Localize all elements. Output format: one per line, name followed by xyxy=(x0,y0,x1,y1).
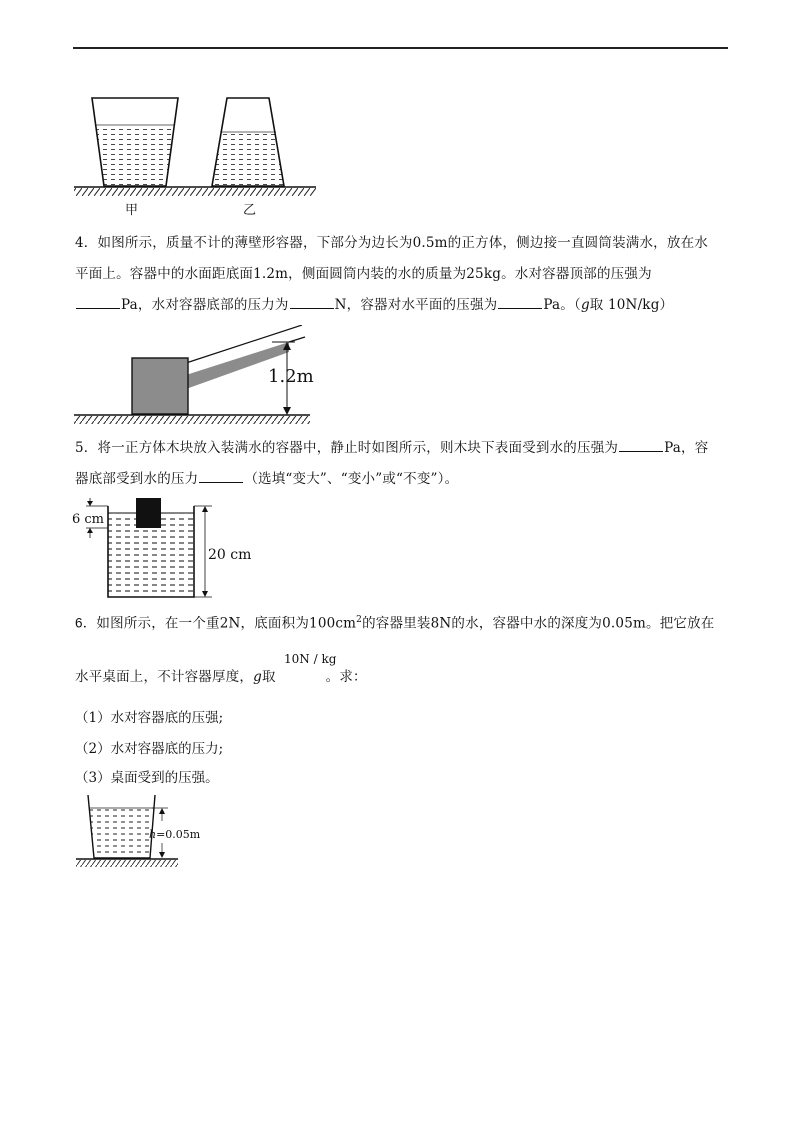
q6-g-value: 10N / kg xyxy=(284,652,337,666)
q5-blank-1[interactable] xyxy=(619,439,663,452)
q4-line3b: N，容器对水平面的压强为 xyxy=(334,297,498,313)
q4-blank-3[interactable] xyxy=(498,296,542,309)
q6-h-value: =0.05m xyxy=(156,828,201,841)
q6-h-label xyxy=(149,828,200,841)
q6-h-italic: h xyxy=(149,828,157,841)
label-jia: 甲 xyxy=(125,203,139,218)
q6-line1e: 。把它放在 xyxy=(646,615,715,632)
q6-item-2: （2）水对容器底的压力; xyxy=(75,741,224,757)
q4-number: 4． xyxy=(75,235,98,251)
q4-line3d: 取 10N/kg） xyxy=(589,297,674,313)
q6-depth: 0.05m xyxy=(602,615,646,632)
q6-area: 100cm xyxy=(309,615,357,632)
q4-g: g xyxy=(580,297,590,313)
q5-line2a: 器底部受到水的压力 xyxy=(75,471,199,487)
q6-item-3: （3）桌面受到的压强。 xyxy=(75,770,219,786)
q6-line2c: 。求： xyxy=(325,669,367,685)
q6-item-1: （1）水对容器底的压强; xyxy=(75,710,224,726)
question-4-text xyxy=(75,228,727,321)
q5-line1a: 将一正方体木块放入装满水的容器中，静止时如图所示，则木块下表面受到水的压强为 xyxy=(97,440,619,456)
header-rule xyxy=(73,47,728,49)
q6-line1a: ．如图所示，在一个重 xyxy=(82,615,220,632)
question-6-line1 xyxy=(75,605,727,640)
q6-line2a: 水平桌面上，不计容器厚度， xyxy=(75,669,254,685)
q5-line1b: Pa，容 xyxy=(664,440,709,456)
question-5-text xyxy=(75,433,727,495)
q5-6cm-label: 6 cm xyxy=(72,512,105,527)
q5-20cm-label: 20 cm xyxy=(208,547,252,563)
q5-number: 5． xyxy=(75,440,98,456)
q4-height-label: 1.2m xyxy=(268,366,314,387)
fig-two-containers xyxy=(70,92,320,222)
label-yi: 乙 xyxy=(243,203,257,218)
q6-line1c: 的容器里装 xyxy=(362,615,431,632)
q6-g: g xyxy=(253,669,262,685)
q6-number: 6 xyxy=(75,615,83,631)
q4-blank-1[interactable] xyxy=(76,296,120,309)
q6-line1d: 的水，容器中水的深度为 xyxy=(451,615,603,632)
q4-line1: 如图所示，质量不计的薄壁形容器，下部分为边长为0.5m的正方体，侧边接一直圆筒装满水，放在水 xyxy=(97,235,708,251)
q5-line2b: （选填“变大”、“变小”或“不变”）。 xyxy=(244,471,459,487)
q4-line2: 平面上。容器中的水面距底面1.2m，侧面圆筒内装的水的质量为25kg。水对容器顶部的压强为 xyxy=(75,266,652,282)
q6-area-sup: 2 xyxy=(356,615,363,625)
q5-blank-2[interactable] xyxy=(199,470,243,483)
q6-water: 8N xyxy=(430,615,452,632)
q4-blank-2[interactable] xyxy=(290,296,334,309)
q6-line1b: ，底面积为 xyxy=(240,615,310,632)
q4-line3c: Pa。（ xyxy=(543,297,581,313)
q4-line3a: Pa，水对容器底部的压力为 xyxy=(121,297,289,313)
q6-line2b: 取 xyxy=(261,669,276,685)
q6-weight: 2N xyxy=(219,615,241,632)
question-6-line2 xyxy=(75,662,727,693)
